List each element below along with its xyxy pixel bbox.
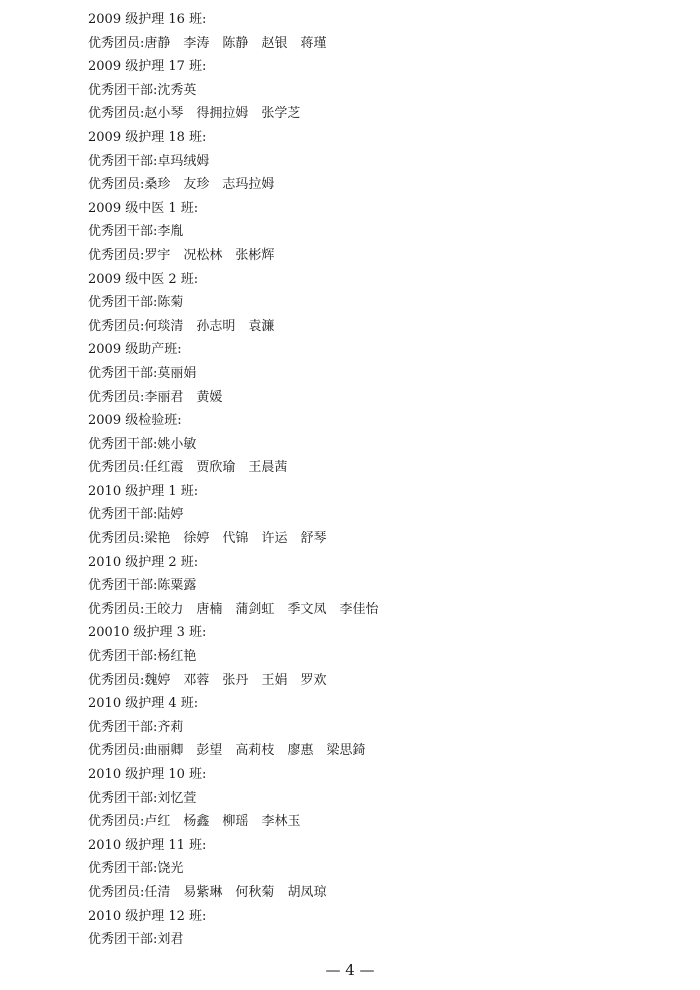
person-name: 贾欣瑜 [196,460,236,476]
award-row [88,739,668,763]
person-name: 陆婷 [157,507,184,523]
person-name: 胡凤琼 [287,884,327,900]
award-label: 优秀团干部: [88,649,158,665]
person-name: 李胤 [157,224,184,240]
class-heading: 2009 级护理 17 班: [88,59,207,75]
person-name: 沈秀英 [157,82,197,98]
award-label: 优秀团员: [88,672,145,688]
class-heading: 2009 级护理 16 班: [88,12,207,27]
person-name: 赵银 [261,35,288,51]
person-name: 刘君 [157,932,184,948]
award-label: 优秀团干部: [88,153,158,169]
award-row [88,102,668,126]
person-name: 罗欢 [300,672,327,688]
person-name: 季文凤 [287,601,327,617]
person-name: 刘忆萱 [157,790,197,806]
award-label: 优秀团干部: [88,578,158,594]
person-name: 赵小琴 [144,106,184,122]
award-row [88,881,668,905]
class-heading: 2010 级护理 10 班: [88,767,207,782]
person-name: 卢红 [144,814,171,830]
person-name: 蒋瑾 [300,35,327,51]
person-name: 卓玛绒姆 [157,153,210,169]
name-list [144,36,326,51]
class-heading: 2010 级护理 11 班: [88,837,207,853]
person-name: 何秋菊 [235,884,275,900]
person-name: 莫丽娟 [157,365,197,381]
person-name: 陈粟露 [157,578,197,594]
person-name: 任红霞 [144,460,184,476]
person-name: 王晨茜 [248,460,288,476]
person-name: 姚小敏 [157,436,197,452]
award-label: 优秀团员: [88,884,145,900]
name-list [144,319,274,334]
class-heading: 2009 级检验班: [88,413,182,429]
award-row [88,386,668,410]
award-label: 优秀团员: [88,35,145,51]
person-name: 廖惠 [287,743,314,759]
name-list [157,437,196,452]
class-heading: 2010 级护理 4 班: [88,696,199,712]
person-name: 柳瑶 [222,814,249,830]
award-row [88,716,668,740]
award-row [88,362,668,386]
award-label: 优秀团干部: [88,224,158,240]
person-name: 桑珍 [144,177,171,193]
person-name: 易紫琳 [183,884,223,900]
person-name: 张学芝 [261,106,301,122]
person-name: 罗宇 [144,247,171,263]
name-list [144,531,326,546]
name-list [144,177,274,192]
person-name: 陈静 [222,35,249,51]
award-label: 优秀团员: [88,247,145,263]
person-name: 邓蓉 [183,672,210,688]
person-name: 许运 [261,531,288,547]
name-list [157,507,183,522]
page-number: — 4 — [325,961,375,979]
name-list [157,578,196,593]
name-list [157,224,183,239]
person-name: 李佳怡 [339,601,379,617]
name-list [157,154,209,169]
person-name: 陈菊 [157,295,184,311]
person-name: 李丽君 [144,389,184,405]
award-row [88,150,668,174]
person-name: 唐静 [144,35,171,51]
award-row [88,928,668,952]
person-name: 友珍 [183,177,210,193]
person-name: 唐楠 [196,601,223,617]
award-label: 优秀团员: [88,531,145,547]
name-list [144,673,326,688]
award-row [88,79,668,103]
class-heading: 2009 级护理 18 班: [88,129,207,145]
award-list [88,8,668,952]
name-list [157,295,183,310]
award-label: 优秀团员: [88,814,145,830]
award-row [88,787,668,811]
name-list [157,649,196,664]
person-name: 况松林 [183,247,223,263]
class-heading: 2009 级中医 1 班: [88,200,199,216]
person-name: 齐莉 [157,719,184,735]
person-name: 高莉枝 [235,743,275,759]
award-row [88,574,668,598]
name-list [157,720,183,735]
person-name: 杨红艳 [157,649,197,665]
award-label: 优秀团干部: [88,861,158,877]
name-list [144,248,274,263]
award-label: 优秀团员: [88,460,145,476]
award-label: 优秀团干部: [88,436,158,452]
award-row [88,503,668,527]
person-name: 彭望 [196,743,223,759]
person-name: 梁艳 [144,531,171,547]
person-name: 李涛 [183,35,210,51]
award-label: 优秀团干部: [88,719,158,735]
person-name: 何琰清 [144,318,184,334]
award-row [88,669,668,693]
award-label: 优秀团干部: [88,507,158,523]
person-name: 蒲剑虹 [235,601,275,617]
award-row [88,433,668,457]
person-name: 任清 [144,884,171,900]
award-row [88,315,668,339]
person-name: 代锦 [222,531,249,547]
name-list [144,743,365,758]
award-row [88,220,668,244]
class-heading: 2010 级护理 2 班: [88,554,199,570]
award-label: 优秀团干部: [88,932,158,948]
award-label: 优秀团员: [88,318,145,334]
award-row [88,244,668,268]
award-label: 优秀团干部: [88,295,158,311]
award-row [88,645,668,669]
name-list [144,390,222,405]
name-list [157,366,196,381]
award-row [88,810,668,834]
person-name: 曲丽卿 [144,743,184,759]
person-name: 王娟 [261,672,288,688]
award-row [88,32,668,56]
name-list [157,83,196,98]
award-label: 优秀团员: [88,601,145,617]
award-row [88,598,668,622]
award-label: 优秀团干部: [88,365,158,381]
person-name: 舒琴 [300,531,327,547]
name-list [144,460,287,475]
person-name: 志玛拉姆 [222,177,275,193]
name-list [157,791,196,806]
name-list [144,106,300,121]
award-row [88,291,668,315]
person-name: 梁思錡 [326,743,366,759]
award-row [88,456,668,480]
person-name: 张丹 [222,672,249,688]
person-name: 黄媛 [196,389,223,405]
class-heading: 2009 级助产班: [88,342,182,358]
person-name: 杨鑫 [183,814,210,830]
person-name: 王皎力 [144,601,184,617]
award-label: 优秀团干部: [88,82,158,98]
person-name: 孙志明 [196,318,236,334]
name-list [144,814,300,829]
class-heading: 20010 级护理 3 班: [88,625,207,641]
name-list [157,932,183,947]
name-list [144,885,326,900]
person-name: 袁濂 [248,318,275,334]
award-row [88,527,668,551]
award-row [88,173,668,197]
name-list [144,602,378,617]
class-heading: 2010 级护理 12 班: [88,908,207,924]
person-name: 得拥拉姆 [196,106,249,122]
person-name: 饶光 [157,861,184,877]
award-label: 优秀团员: [88,389,145,405]
award-label: 优秀团员: [88,106,145,122]
award-label: 优秀团员: [88,177,145,193]
class-heading: 2009 级中医 2 班: [88,271,199,287]
person-name: 徐婷 [183,531,210,547]
class-heading: 2010 级护理 1 班: [88,483,199,499]
award-label: 优秀团干部: [88,790,158,806]
person-name: 李林玉 [261,814,301,830]
award-label: 优秀团员: [88,743,145,759]
award-row [88,857,668,881]
person-name: 张彬辉 [235,247,275,263]
person-name: 魏婷 [144,672,171,688]
name-list [157,861,183,876]
